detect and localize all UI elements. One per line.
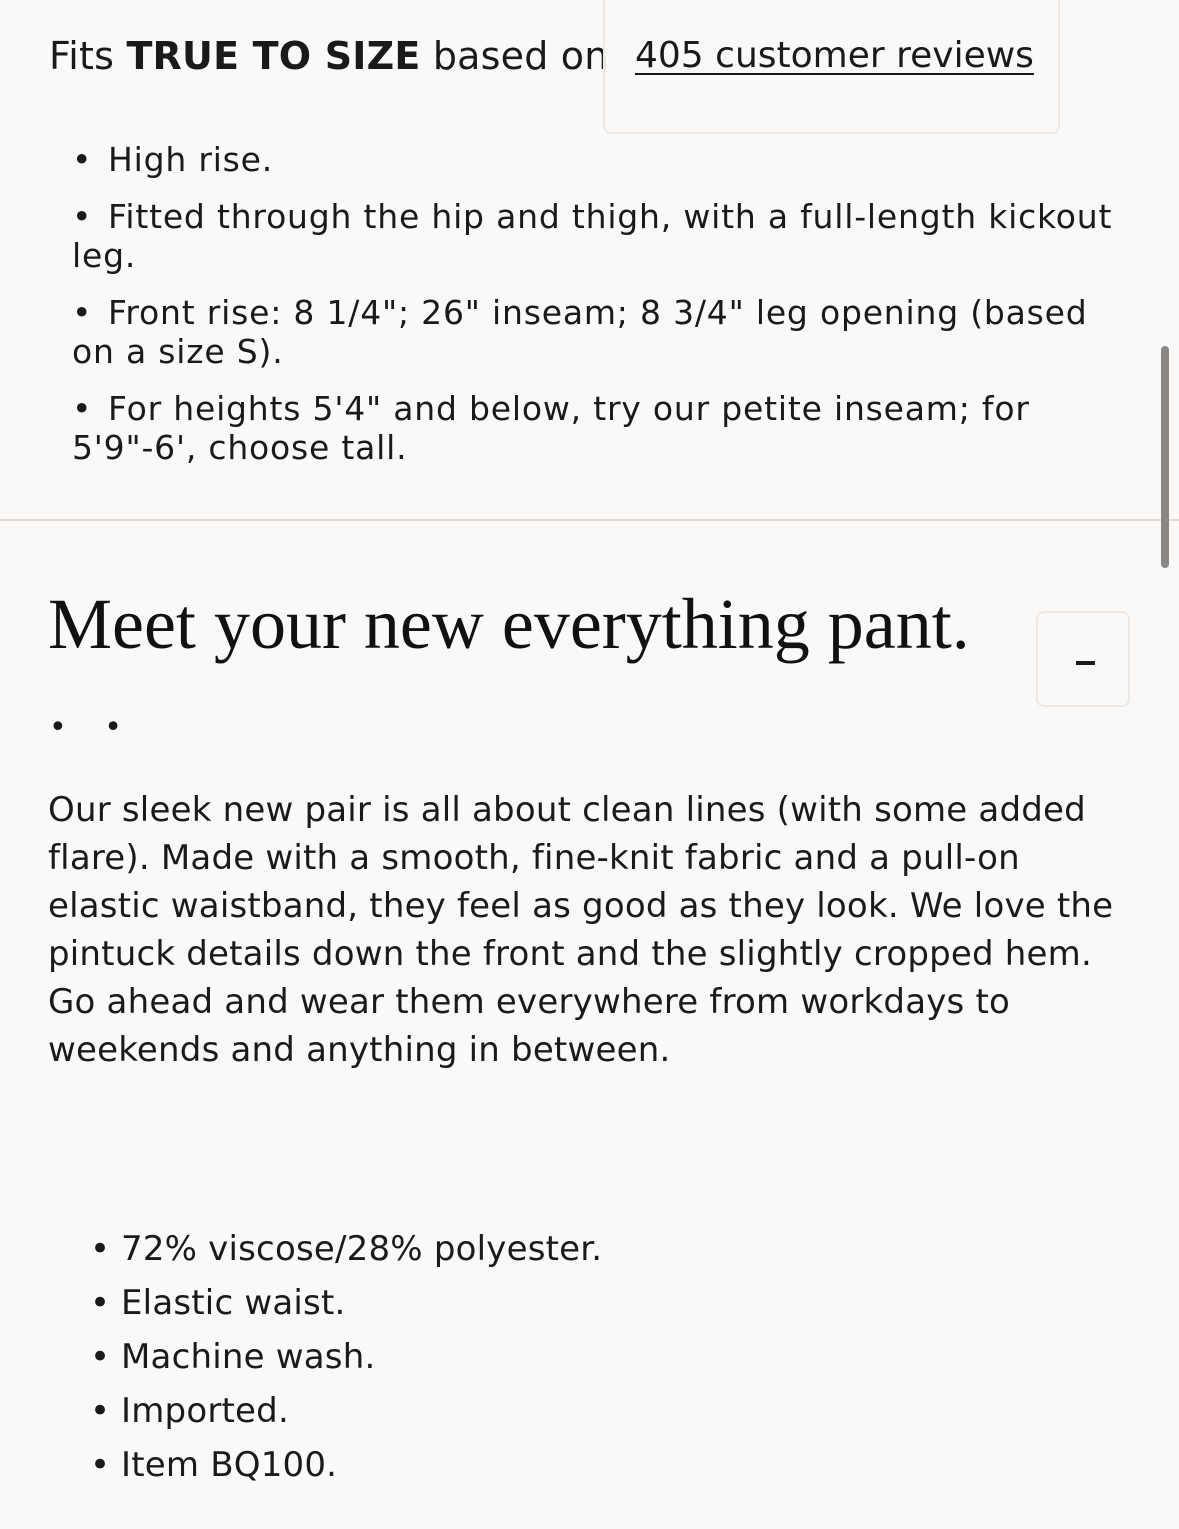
list-item [90, 1384, 602, 1438]
bullet: • [72, 293, 93, 332]
fit-detail-text: For heights 5'4" and below, try our petite inseam; for 5'9"-6', choose tall. [72, 389, 1030, 467]
spec-text: Machine wash. [121, 1337, 376, 1377]
fit-detail-text: High rise. [108, 140, 274, 179]
spec-text: Elastic waist. [121, 1283, 346, 1323]
list-item [90, 1330, 602, 1384]
bullet: • [72, 140, 93, 179]
bullet: • [90, 1283, 111, 1323]
spec-text: Imported. [121, 1391, 289, 1431]
list-item [90, 1276, 602, 1330]
fit-detail-text: Fitted through the hip and thigh, with a full-length kickout leg. [72, 197, 1113, 275]
list-item [72, 293, 1137, 371]
collapse-button[interactable] [1036, 611, 1130, 707]
section-heading: Meet your new everything pant. [48, 584, 970, 664]
product-description: Our sleek new pair is all about clean lines (with some added flare). Made with a smooth, fine-knit fabric and a pull-on elastic waistband, they feel as good as they look. We love the pintuck details down the front and the slightly cropped hem. Go ahead and wear them everywhere from workdays to weekends and anything in between. [48, 790, 1114, 1070]
list-item [72, 140, 1137, 179]
list-item [72, 389, 1137, 467]
bullet: • [90, 1391, 111, 1431]
product-specs-list [90, 1222, 602, 1492]
bullet: • [90, 1337, 111, 1377]
list-item [72, 197, 1137, 275]
list-item [90, 1222, 602, 1276]
minus-icon [1076, 661, 1095, 665]
spec-text: Item BQ100. [121, 1445, 338, 1485]
fit-details-list [72, 140, 1137, 485]
fit-suffix: based on [420, 34, 609, 78]
dots-indicator: • • [49, 710, 136, 745]
fit-true-to-size: TRUE TO SIZE [126, 34, 421, 78]
bullet: • [90, 1445, 111, 1485]
section-divider [0, 519, 1179, 521]
fit-detail-text: Front rise: 8 1/4"; 26" inseam; 8 3/4" leg opening (based on a size S). [72, 293, 1088, 371]
scrollbar-thumb[interactable] [1161, 346, 1169, 568]
bullet: • [72, 197, 93, 236]
list-item [90, 1438, 602, 1492]
spec-text: 72% viscose/28% polyester. [121, 1229, 603, 1269]
fit-summary [49, 30, 609, 82]
fit-prefix: Fits [49, 34, 127, 78]
bullet: • [72, 389, 93, 428]
bullet: • [90, 1229, 111, 1269]
customer-reviews-link[interactable]: 405 customer reviews [635, 35, 1034, 76]
